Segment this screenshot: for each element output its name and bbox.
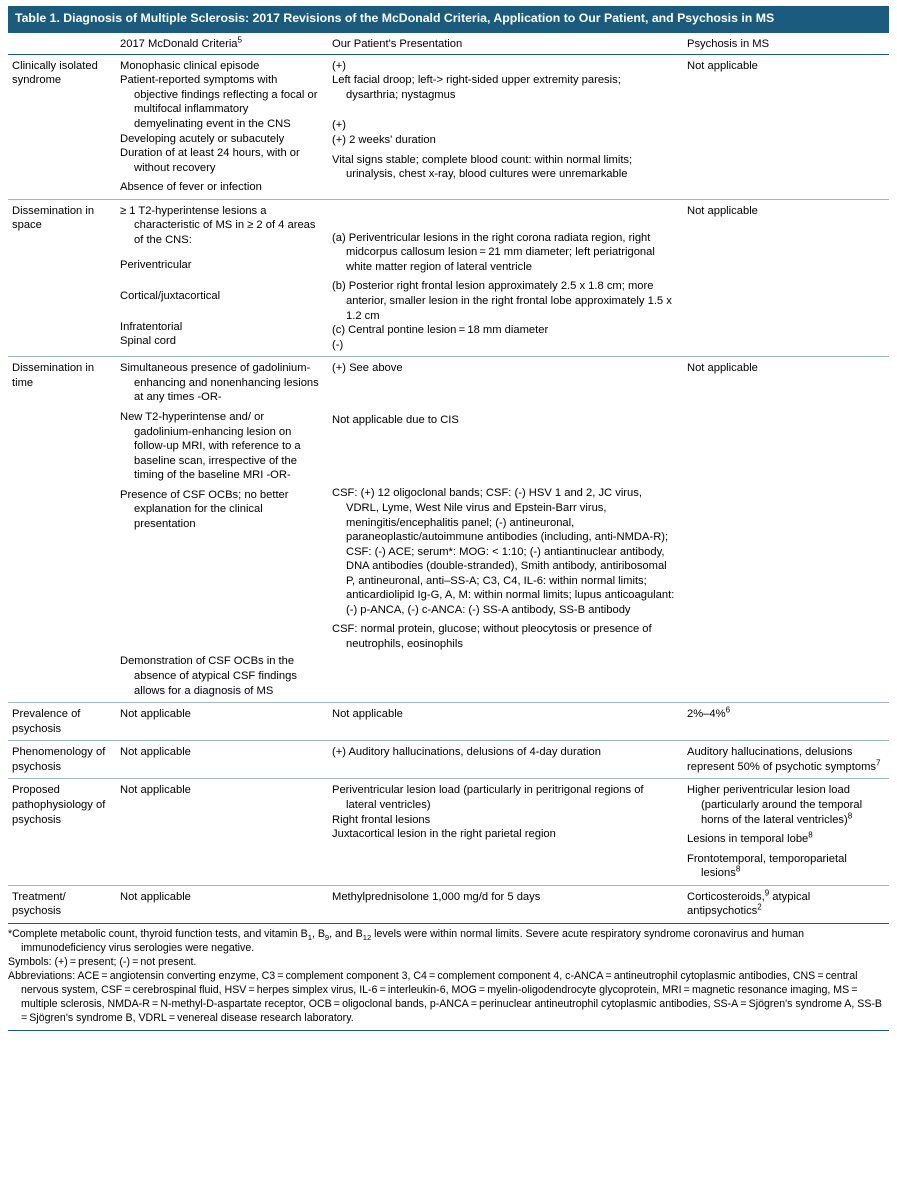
cell-patient-pathophysiology (328, 779, 683, 885)
patient-item: (+) See above (332, 362, 403, 375)
cell-patient-dis-space (328, 199, 683, 357)
patient-item: CSF: (+) 12 oligoclonal bands; CSF: (-) HSV 1 and 2, JC virus, VDRL, Lyme, West Nile virus and Epstein-Barr virus, meningitis/encephalitis panel; (-) antineuronal, paraneoplastic/autoimmune antibodies (including, anti-NMDA-R); CSF: (-) ACE; serum*: MOG: < 1:10; (-) antiantinuclear antibody, DNA antibodies (double-stranded), Smith antibody, antiribosomal P, antineuronal, anti–SS-A; C3, C4, IL-6: within normal limits; anticardiolipid Ig-G, A, M: within normal limits; lupus anticoagulant: (-) p-ANCA, (-) c-ANCA: (-) SS-A antibody, SS-B antibody (332, 487, 675, 616)
psychosis-item-reference: 8 (808, 830, 813, 840)
table-row (8, 199, 889, 357)
patient-item: (+) (332, 59, 346, 72)
cell-psychosis-treatment (683, 885, 889, 923)
treatment-part: atypical antipsychotics (687, 890, 811, 918)
footnote-asterisk (8, 928, 889, 956)
row-head-dis-time: Dissemination in time (8, 357, 116, 703)
footnote-asterisk-pre: *Complete metabolic count, thyroid function tests, and vitamin B (8, 927, 308, 940)
footnote-asterisk-post: levels were within normal limits. Severe acute respiratory syndrome coronavirus and human immunodeficiency virus serologies were negative. (21, 927, 804, 954)
patient-item: (+) 2 weeks' duration (332, 133, 436, 146)
table-header-row (8, 33, 889, 55)
footnote-symbols: Symbols: (+) = present; (-) = not present. (8, 955, 197, 968)
patient-item: Juxtacortical lesion in the right parietal region (332, 828, 556, 841)
column-header-criteria (116, 33, 328, 55)
criteria-item: Infratentorial (120, 320, 183, 333)
table-row (8, 779, 889, 885)
patient-item: (-) (332, 338, 344, 351)
criteria-item: Spinal cord (120, 335, 176, 348)
table-footnotes (8, 923, 889, 1026)
psychosis-item-text: Frontotemporal, temporoparietal lesions (687, 852, 847, 880)
prevalence-reference: 6 (725, 705, 731, 715)
table-title: Table 1. Diagnosis of Multiple Sclerosis: 2017 Revisions of the McDonald Criteria, Application to Our Patient, and Psychosis in MS (8, 6, 889, 33)
criteria-item: New T2-hyperintense and/ or gadolinium-enhancing lesion on follow-up MRI, with reference to a baseline scan, irrespective of the timing of the baseline MRI -OR- (120, 410, 301, 482)
patient-item: Vital signs stable; complete blood count: within normal limits; urinalysis, chest x-ray, blood cultures were unremarkable (332, 153, 633, 181)
criteria-item: Presence of CSF OCBs; no better explanation for the clinical presentation (120, 488, 289, 530)
psychosis-item-reference: 8 (847, 810, 853, 820)
footnote-sub-b12: 12 (362, 933, 372, 943)
criteria-item: Simultaneous presence of gadolinium-enhancing and nonenhancing lesions at any times -OR- (120, 362, 319, 404)
cell-patient-phenomenology: (+) Auditory hallucinations, delusions of 4-day duration (328, 741, 683, 779)
table-row (8, 703, 889, 741)
prevalence-value: 2%–4% (687, 708, 726, 721)
treatment-reference: 2 (757, 902, 762, 912)
patient-item: Not applicable due to CIS (332, 413, 459, 426)
row-head-treatment: Treatment/ psychosis (8, 885, 116, 923)
footnote-sub-b1: 1 (307, 933, 312, 943)
cell-patient-prevalence: Not applicable (328, 703, 683, 741)
table-row (8, 885, 889, 923)
psychosis-item-text: Lesions in temporal lobe (687, 833, 809, 846)
psychosis-item-text: Higher periventricular lesion load (particularly around the temporal horns of the lateral ventricles) (687, 784, 863, 826)
cell-criteria-dis-time (116, 357, 328, 703)
table-row (8, 357, 889, 703)
row-head-cis: Clinically isolated syndrome (12, 59, 98, 87)
patient-item: (a) Periventricular lesions in the right corona radiata region, right midcorpus callosum lesion = 21 mm diameter; left periatrigonal white matter region of lateral ventricle (332, 231, 655, 273)
psychosis-item-reference: 8 (735, 864, 741, 874)
cell-patient-treatment: Methylprednisolone 1,000 mg/d for 5 days (328, 885, 683, 923)
cell-criteria-treatment: Not applicable (116, 885, 328, 923)
criteria-reference: 5 (237, 35, 243, 44)
table-row (8, 741, 889, 779)
cell-psychosis-pathophysiology (683, 779, 889, 885)
column-header-criteria-label: 2017 McDonald Criteria (120, 37, 238, 50)
patient-item: CSF: normal protein, glucose; without pleocytosis or presence of neutrophils, eosinophils (332, 623, 652, 651)
footnote-sub-b9: 9 (324, 933, 330, 943)
cell-criteria-cis (116, 54, 328, 199)
treatment-reference: 9 (764, 888, 770, 898)
table-row (8, 54, 889, 199)
cell-psychosis-dis-space: Not applicable (683, 199, 889, 357)
criteria-item: Cortical/juxtacortical (120, 290, 221, 303)
psychosis-item (687, 832, 881, 847)
row-head-prevalence: Prevalence of psychosis (8, 703, 116, 741)
criteria-item: Periventricular (120, 259, 192, 272)
column-header-psychosis: Psychosis in MS (683, 33, 889, 55)
psychosis-item (687, 852, 881, 881)
cell-patient-cis (328, 54, 683, 199)
phenomenology-reference: 7 (876, 758, 881, 768)
criteria-item: ≥ 1 T2-hyperintense lesions a characteristic of MS in ≥ 2 of 4 areas of the CNS: (120, 204, 316, 246)
criteria-item: Patient-reported symptoms with objective findings reflecting a focal or multifocal inflammatory demyelinating event in the CNS (120, 74, 318, 130)
row-head-dis-space: Dissemination in space (8, 199, 116, 357)
cell-psychosis-dis-time: Not applicable (683, 357, 889, 703)
footnote-asterisk-mid2: , and B (329, 927, 363, 940)
row-head-phenomenology: Phenomenology of psychosis (8, 741, 116, 779)
bottom-rule (8, 1030, 889, 1031)
cell-psychosis-phenomenology (683, 741, 889, 779)
criteria-item: Developing acutely or subacutely (120, 132, 285, 145)
cell-psychosis-cis: Not applicable (687, 59, 758, 72)
column-header-blank (8, 33, 116, 55)
patient-item: Right frontal lesions (332, 813, 431, 826)
criteria-item: Duration of at least 24 hours, with or without recovery (120, 147, 300, 174)
footnote-abbreviations: Abbreviations: ACE = angiotensin converting enzyme, C3 = complement component 3, C4 = complement component 4, c-ANCA = antineutrophil cytoplasmic antibodies, CNS = central nervous system, CSF = cerebrospinal fluid, HSV = herpes simplex virus, IL-6 = interleukin-6, MOG = myelin-oligodendrocyte glycoprotein, MRI = magnetic resonance imaging, MS = multiple sclerosis, NMDA-R = N-methyl-D-aspartate receptor, OCB = oligoclonal bands, p-ANCA = perinuclear antineutrophil cytoplasmic antibodies, SS-A = Sjögren's syndrome A, SS-B = Sjögren's syndrome B, VDRL = venereal disease research laboratory. (8, 969, 885, 1024)
diagnosis-table (8, 33, 889, 923)
cell-criteria-prevalence: Not applicable (116, 703, 328, 741)
psychosis-item (687, 783, 881, 827)
patient-item: Left facial droop; left-> right-sided upper extremity paresis; dysarthria; nystagmus (332, 74, 621, 101)
criteria-item: Monophasic clinical episode (120, 59, 260, 72)
patient-item: (c) Central pontine lesion = 18 mm diameter (332, 324, 549, 337)
cell-patient-dis-time (328, 357, 683, 703)
cell-criteria-pathophysiology: Not applicable (116, 779, 328, 885)
footnote-asterisk-mid1: , B (311, 927, 325, 940)
cell-psychosis-prevalence (683, 703, 889, 741)
phenomenology-value: Auditory hallucinations, delusions represent 50% of psychotic symptoms (687, 746, 877, 773)
patient-item: (+) (332, 119, 346, 132)
patient-item: Periventricular lesion load (particularly in peritrigonal regions of lateral ventricles) (332, 784, 644, 811)
column-header-patient: Our Patient's Presentation (328, 33, 683, 55)
treatment-part: Corticosteroids, (687, 890, 765, 903)
patient-item: (b) Posterior right frontal lesion approximately 2.5 x 1.8 cm; more anterior, smaller lesion in the right frontal lobe approximately 1.5 x 1.2 cm (332, 280, 672, 322)
cell-criteria-dis-space (116, 199, 328, 357)
row-head-pathophysiology: Proposed pathophysiology of psychosis (8, 779, 116, 885)
criteria-item: Absence of fever or infection (120, 181, 262, 194)
cell-criteria-phenomenology: Not applicable (116, 741, 328, 779)
criteria-item: Demonstration of CSF OCBs in the absence of atypical CSF findings allows for a diagnosis of MS (120, 655, 297, 697)
